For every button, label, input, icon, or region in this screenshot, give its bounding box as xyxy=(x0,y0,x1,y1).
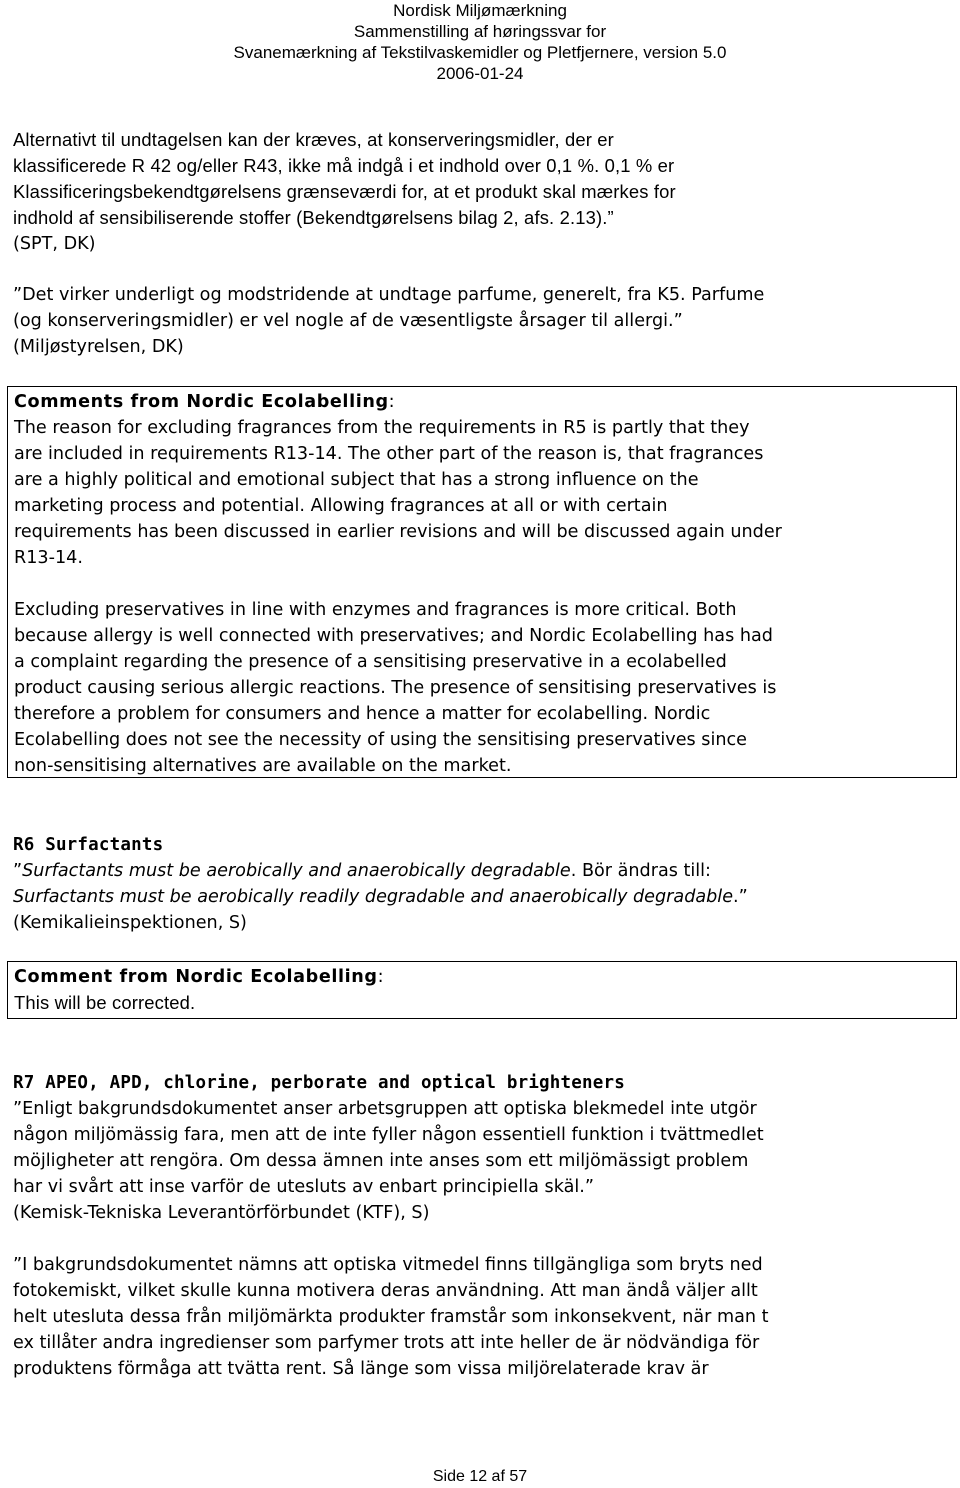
text-line: Ecolabelling does not see the necessity of using the sensitising preservatives since xyxy=(14,730,748,750)
r6-quote xyxy=(13,858,945,910)
r7-heading: R7 APEO, APD, chlorine, perborate and optical brighteners xyxy=(13,1073,625,1093)
comment-paragraph xyxy=(14,415,950,571)
text-line xyxy=(13,884,945,910)
text-line: a complaint regarding the presence of a sensitising preservative in a ecolabelled xyxy=(14,652,727,672)
text-line: fotokemiskt, vilket skulle kunna motivera deras användning. Att man ändå väljer allt xyxy=(13,1281,758,1301)
quote-italic: Surfactants must be aerobically readily degradable and anaerobically degradable xyxy=(13,887,734,907)
text-line: product causing serious allergic reactions. The presence of sensitising preservatives is xyxy=(14,678,777,698)
r7-source-ktf: (Kemisk-Tekniska Leverantörförbundet (KTF), S) xyxy=(13,1203,430,1223)
r7-section xyxy=(13,1070,945,1382)
text-line: klassificerede R 42 og/eller R43, ikke må indgå i et indhold over 0,1 %. 0,1 % er xyxy=(13,155,675,176)
text-line: Alternativt til undtagelsen kan der kræves, at konserveringsmidler, der er xyxy=(13,129,614,150)
quote-text: .” xyxy=(733,887,748,907)
text-line: marketing process and potential. Allowing fragrances at all or with certain xyxy=(14,496,668,516)
comment-text: This will be corrected. xyxy=(14,992,196,1013)
text-line: har vi svårt att inse varför de utesluts av enbart principiella skäl.” xyxy=(13,1177,594,1197)
text-line: therefore a problem for consumers and hence a matter for ecolabelling. Nordic xyxy=(14,704,711,724)
r7-quote-ktf xyxy=(13,1096,945,1200)
text-line: produktens förmåga att tvätta rent. Så länge som vissa miljörelaterade krav är xyxy=(13,1359,709,1379)
text-line: ex tillåter andra ingredienser som parfymer trots att inte heller de är nödvändiga för xyxy=(13,1333,760,1353)
text-line: (og konserveringsmidler) er vel nogle af de væsentligste årsager til allergi.” xyxy=(13,311,683,331)
r5-quote-spt xyxy=(13,127,945,231)
r5-quote-miljostyrelsen xyxy=(13,282,945,334)
text-line: requirements has been discussed in earlier revisions and will be discussed again under xyxy=(14,522,782,542)
text-line: are a highly political and emotional subject that has a strong influence on the xyxy=(14,470,699,490)
r7-quote-2 xyxy=(13,1252,945,1382)
r6-comment-box xyxy=(7,961,957,1019)
header-org: Nordisk Miljømærkning xyxy=(393,1,567,20)
text-line: möjligheter att rengöra. Om dessa ämnen inte anses som ett miljömässigt problem xyxy=(13,1151,749,1171)
text-line: indhold af sensibiliserende stoffer (Bekendtgørelsens bilag 2, afs. 2.13).” xyxy=(13,207,614,228)
quote-text: . Bör ändras till: xyxy=(570,861,711,881)
text-line: The reason for excluding fragrances from the requirements in R5 is partly that they xyxy=(14,418,750,438)
text-line: are included in requirements R13-14. The other part of the reason is, that fragrances xyxy=(14,444,764,464)
header-document-title: Svanemærkning af Tekstilvaskemidler og Pletfjernere, version 5.0 xyxy=(233,43,727,62)
r5-response-miljostyrelsen xyxy=(13,282,945,360)
r6-heading: R6 Surfactants xyxy=(13,835,164,855)
text-line xyxy=(13,858,945,884)
text-line: ”Det virker underligt og modstridende at undtage parfume, generelt, fra K5. Parfume xyxy=(13,285,765,305)
text-line: non-sensitising alternatives are available on the market. xyxy=(14,756,512,776)
quote-mark: ” xyxy=(13,861,23,881)
text-line: R13-14. xyxy=(14,548,83,568)
text-line: någon miljömässig fara, men att de inte fyller någon essentiell funktion i tvättmedlet xyxy=(13,1125,764,1145)
text-line: helt utesluta dessa från miljömärkta produkter framstår som inkonsekvent, när man t xyxy=(13,1307,769,1327)
comment-colon: : xyxy=(377,967,384,987)
quote-italic: Surfactants must be aerobically and anaerobically degradable xyxy=(22,861,571,881)
header-subtitle: Sammenstilling af høringssvar for xyxy=(353,22,607,41)
text-line: because allergy is well connected with preservatives; and Nordic Ecolabelling has had xyxy=(14,626,773,646)
text-line: ”Enligt bakgrundsdokumentet anser arbetsgruppen att optiska blekmedel inte utgör xyxy=(13,1099,757,1119)
page-header xyxy=(0,0,960,84)
comment-title: Comment from Nordic Ecolabelling xyxy=(14,967,378,987)
page-number: Side 12 af 57 xyxy=(432,1468,528,1485)
comment-paragraph xyxy=(14,597,950,779)
r5-source-miljostyrelsen: (Miljøstyrelsen, DK) xyxy=(13,337,184,357)
comment-colon: : xyxy=(388,392,395,412)
text-line: ”I bakgrundsdokumentet nämns att optiska vitmedel finns tillgängliga som bryts ned xyxy=(13,1255,763,1275)
r5-response-spt xyxy=(13,127,945,257)
header-date: 2006-01-24 xyxy=(436,64,524,83)
r6-source: (Kemikalieinspektionen, S) xyxy=(13,913,247,933)
comment-heading xyxy=(14,964,950,990)
r5-source-spt: (SPT, DK) xyxy=(13,234,96,254)
text-line: Excluding preservatives in line with enzymes and fragrances is more critical. Both xyxy=(14,600,737,620)
comment-title: Comments from Nordic Ecolabelling xyxy=(14,392,389,412)
text-line: Klassificeringsbekendtgørelsens grænseværdi for, at et produkt skal mærkes for xyxy=(13,181,676,202)
comment-heading xyxy=(14,389,950,415)
r6-section xyxy=(13,832,945,936)
r5-comment-box xyxy=(7,386,957,778)
